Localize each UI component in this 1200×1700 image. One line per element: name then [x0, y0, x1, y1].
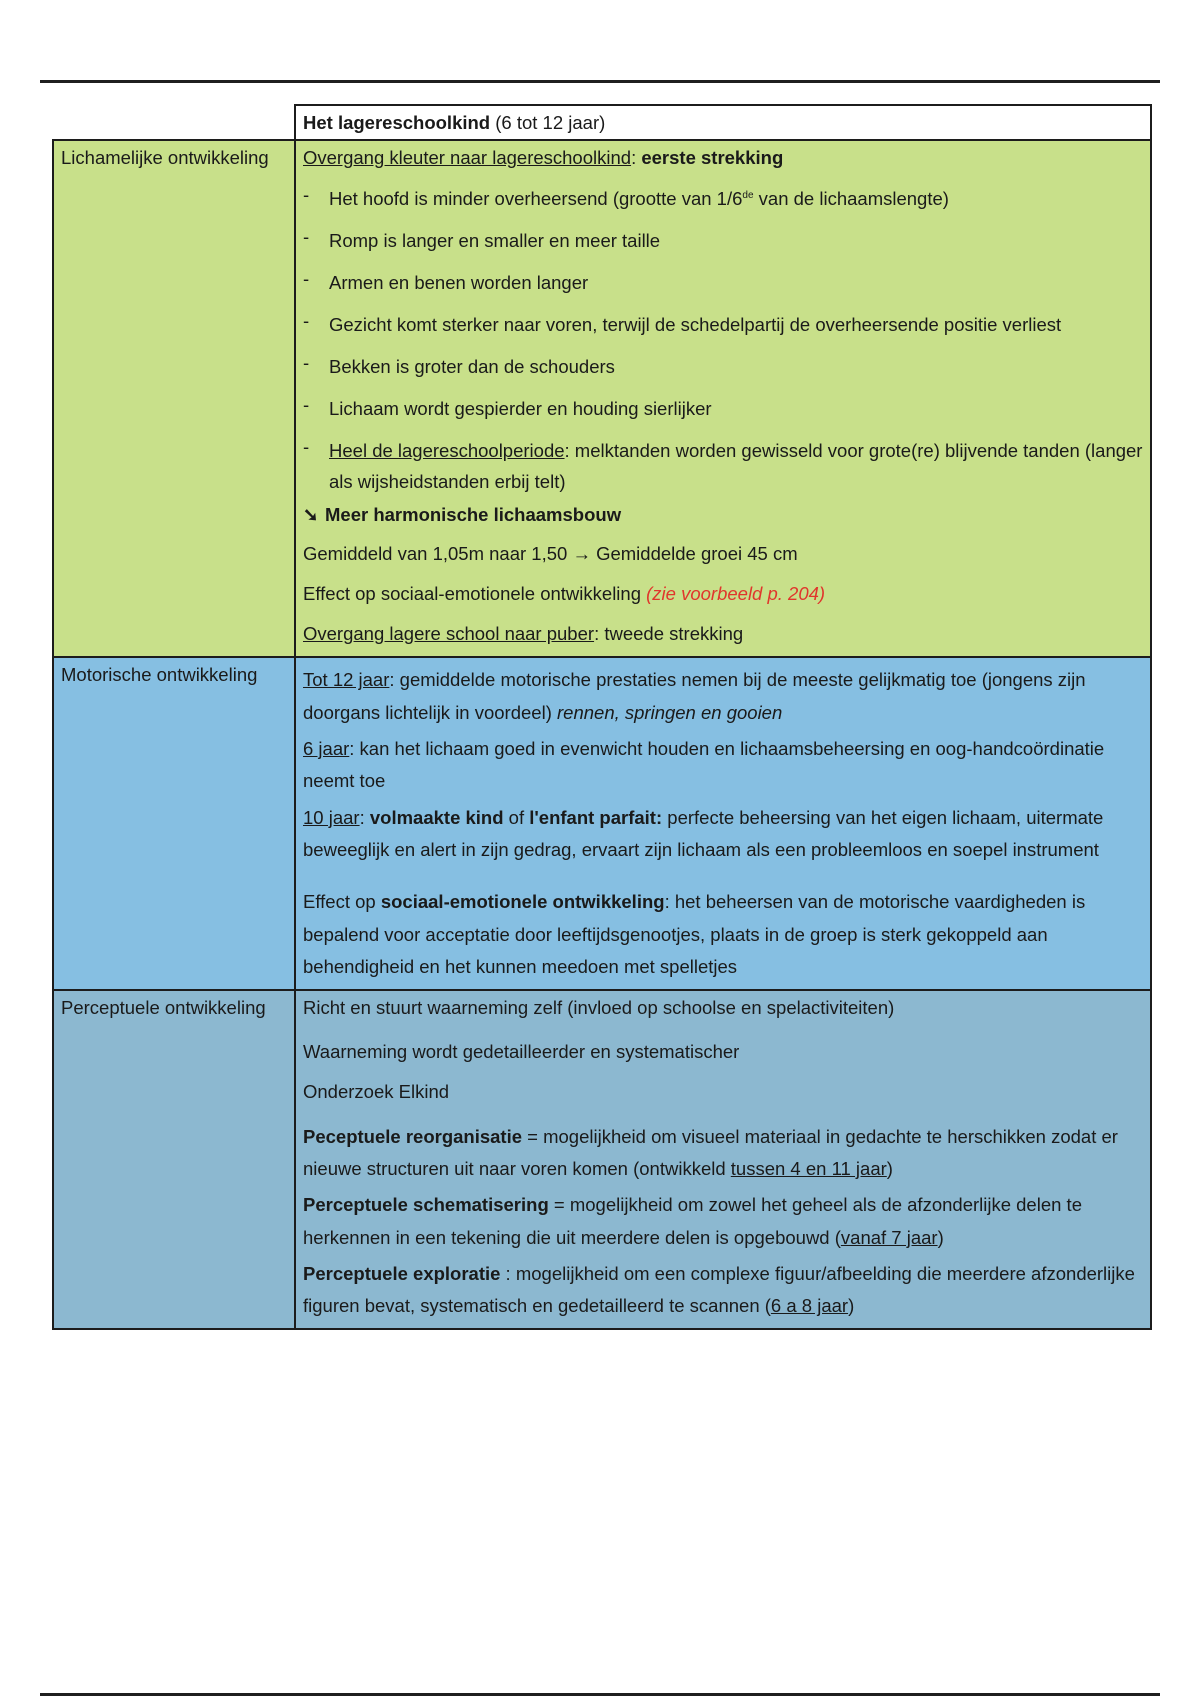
- para-rest: perfecte beheersing van het eigen lichaam, uitermate beweeglijk en alert in zijn gedrag, ervaart zijn lichaam als een probleemloos en soepel instrument: [303, 806, 1104, 861]
- paragraph: [303, 1185, 1144, 1254]
- para-pre: Effect op: [303, 891, 381, 913]
- paragraph: [303, 882, 1144, 983]
- header-row: [53, 105, 1151, 140]
- bullet-item: [303, 432, 1144, 497]
- para-underlined: vanaf 7 jaar: [840, 1226, 938, 1248]
- para-underlined: 10 jaar: [303, 806, 360, 828]
- bullet-item: [303, 222, 1144, 264]
- para-rest: : gemiddelde motorische prestaties nemen bij de meeste gelijkmatig toe (jongens zijn doorgans lichtelijk in voordeel): [303, 669, 1086, 723]
- bottom-rule: [40, 1693, 1160, 1696]
- header-empty-cell: [53, 105, 295, 140]
- row-content: [295, 990, 1151, 1329]
- header-cell: [295, 105, 1151, 140]
- para-end: ): [937, 1226, 944, 1248]
- para-bold: Perceptuele schematisering: [303, 1194, 549, 1216]
- bullet-text: Romp is langer en smaller en meer taille: [329, 230, 661, 252]
- para-rest: : het beheersen van de motorische vaardigheden is bepalend voor acceptatie door leeftijdsgenootjes, plaats in de groep is sterk gekoppeld aan behendigheid en het kunnen meedoen met spelletjes: [303, 891, 1086, 978]
- para-underlined: 6 a 8 jaar: [770, 1295, 849, 1317]
- bullet-item: [303, 180, 1144, 222]
- bullet-text: Bekken is groter dan de schouders: [329, 356, 615, 378]
- para-italic: rennen, springen en gooien: [557, 701, 783, 723]
- para-sep: :: [359, 806, 370, 828]
- para-rest: : kan het lichaam goed in evenwicht houden en lichaamsbeheersing en oog-handcoördinatie neemt toe: [303, 737, 1105, 792]
- dash-icon: -: [303, 310, 310, 332]
- summary-text: Meer harmonische lichaamsbouw: [325, 504, 622, 526]
- para-rest: = mogelijkheid om zowel het geheel als de afzonderlijke delen te herkennen in een tekening die uit meerdere delen is opgebouwd (: [303, 1194, 1082, 1248]
- header-title: Het lagereschoolkind: [303, 112, 491, 133]
- dash-icon: -: [303, 352, 310, 374]
- bullet-item: [303, 390, 1144, 432]
- top-rule: [40, 80, 1160, 83]
- outro-underlined: Overgang lagere school naar puber: [303, 623, 595, 645]
- para-underlined: 6 jaar: [303, 737, 350, 759]
- para-mid: of: [503, 806, 530, 828]
- effect-reference: (zie voorbeeld p. 204): [646, 583, 826, 605]
- effect-text: Effect op sociaal-emotionele ontwikkeling: [303, 583, 647, 605]
- para-underlined: Tot 12 jaar: [303, 669, 390, 691]
- row-perceptueel: [53, 990, 1151, 1329]
- bullet-item: [303, 306, 1144, 348]
- row-content: [295, 657, 1151, 989]
- perception-line: Onderzoek Elkind: [303, 1080, 450, 1102]
- summary-line: [303, 497, 1144, 537]
- para-underlined: tussen 4 en 11 jaar: [730, 1157, 887, 1179]
- intro-line: [303, 147, 1144, 180]
- row-label: Perceptuele ontwikkeling: [53, 990, 295, 1329]
- para-end: ): [848, 1295, 855, 1317]
- para-bold: Peceptuele reorganisatie: [303, 1125, 523, 1147]
- paragraph: [303, 664, 1144, 729]
- bullet-text-post: van de lichaamslengte): [753, 188, 949, 210]
- para-rest: : mogelijkheid om een complexe figuur/afbeelding die meerdere afzonderlijke figuren bevat, systematisch en gedetailleerd te scannen (: [303, 1263, 1135, 1317]
- para-rest: = mogelijkheid om visueel materiaal in gedachte te herschikken zodat er nieuwe structuren uit naar voren komen (ontwikkeld: [303, 1125, 1118, 1179]
- outro-rest: : tweede strekking: [594, 623, 744, 645]
- para-end: ): [886, 1157, 893, 1179]
- dash-icon: -: [303, 184, 310, 206]
- row-content: [295, 140, 1151, 657]
- dash-icon: -: [303, 436, 310, 458]
- bullet-text: [329, 184, 1144, 215]
- paragraph: [303, 1117, 1144, 1186]
- outro-line: [303, 617, 1144, 651]
- growth-line: Gemiddeld van 1,05m naar 1,50 → Gemiddelde groei 45 cm: [303, 543, 798, 565]
- dash-icon: -: [303, 226, 310, 248]
- perception-line: Waarneming wordt gedetailleerder en systematischer: [303, 1040, 740, 1062]
- para-bold: Perceptuele exploratie: [303, 1263, 501, 1285]
- row-label: Lichamelijke ontwikkeling: [53, 140, 295, 657]
- row-lichamelijk: [53, 140, 1151, 657]
- bullet-rest: : melktanden worden gewisseld voor grote(re) blijvende tanden (langer als wijsheidstanden erbij telt): [329, 440, 1143, 492]
- paragraph: [303, 729, 1144, 798]
- bullet-item: [303, 348, 1144, 390]
- intro-sep: :: [631, 147, 642, 169]
- row-motorisch: [53, 657, 1151, 989]
- bullet-text: Gezicht komt sterker naar voren, terwijl de schedelpartij de overheersende positie verliest: [329, 314, 1062, 336]
- development-table: [52, 104, 1152, 1330]
- bullet-text: Lichaam wordt gespierder en houding sierlijker: [329, 398, 712, 420]
- effect-line: [303, 577, 1144, 617]
- para-bold: l'enfant parfait:: [529, 806, 663, 828]
- bullet-text-pre: Het hoofd is minder overheersend (grootte van 1/6: [329, 188, 743, 210]
- bullet-underlined: Heel de lagereschoolperiode: [329, 440, 565, 462]
- para-bold: volmaakte kind: [369, 806, 504, 828]
- arrow-icon: ➘: [303, 504, 319, 526]
- paragraph: [303, 798, 1144, 867]
- bullet-text: Armen en benen worden langer: [329, 272, 589, 294]
- intro-underlined: Overgang kleuter naar lagereschoolkind: [303, 147, 632, 169]
- intro-bold: eerste strekking: [641, 147, 784, 169]
- perception-line: Richt en stuurt waarneming zelf (invloed op schoolse en spelactiviteiten): [303, 996, 895, 1018]
- bullet-text: [329, 436, 1144, 497]
- dash-icon: -: [303, 394, 310, 416]
- row-label: Motorische ontwikkeling: [53, 657, 295, 989]
- para-bold: sociaal-emotionele ontwikkeling: [380, 891, 665, 913]
- header-age: (6 tot 12 jaar): [495, 112, 606, 133]
- spacer: [303, 866, 1144, 882]
- bullet-item: [303, 264, 1144, 306]
- paragraph: [303, 1254, 1144, 1323]
- dash-icon: -: [303, 268, 310, 290]
- superscript: de: [742, 190, 754, 202]
